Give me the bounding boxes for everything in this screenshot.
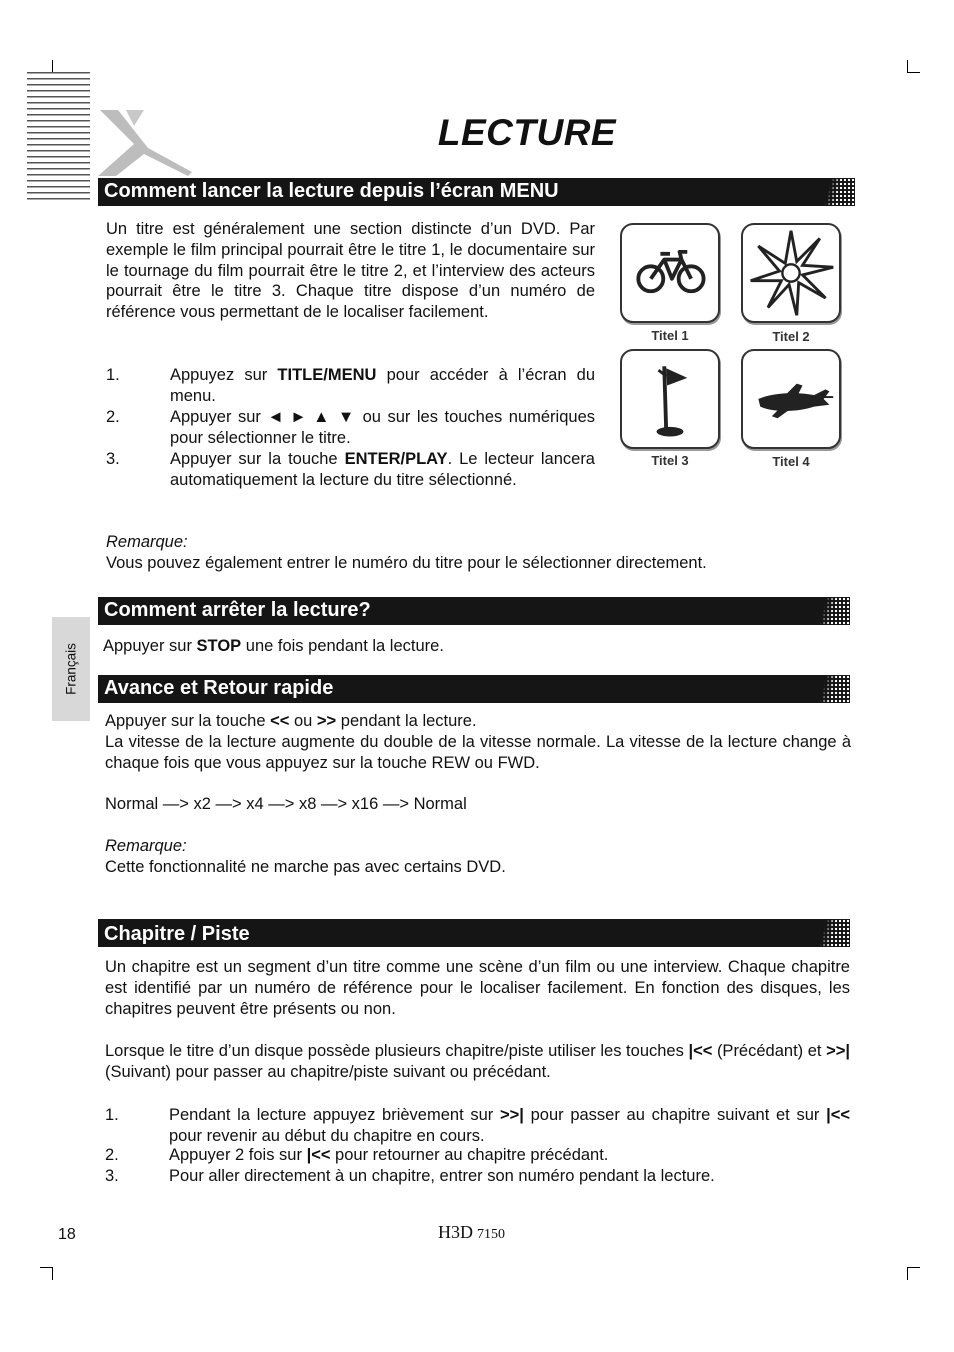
thumbnail-caption: Titel 1 bbox=[651, 328, 689, 343]
section-heading-ffrew-label: Avance et Retour rapide bbox=[104, 677, 334, 699]
thumbnail-caption: Titel 3 bbox=[651, 453, 689, 468]
stop-instruction: Appuyer sur STOP une fois pendant la lecture. bbox=[103, 637, 444, 655]
golf-flag-icon bbox=[622, 351, 718, 447]
thumbnail-caption: Titel 4 bbox=[772, 454, 810, 469]
menu-intro-paragraph: Un titre est généralement une section distincte d’un DVD. Par exemple le film principal pourrait être le titre 1, le documentaire sur le tournage du film pourrait être le titre 2, et l’interview des acteurs pourrait être le titre 3. Chaque titre dispose d’un numéro de référence vous permettant de le localiser facilement. bbox=[106, 220, 595, 322]
ffrew-speed-sequence: Normal —> x2 —> x4 —> x8 —> x16 —> Normal bbox=[105, 795, 467, 813]
crop-mark-bottom-right bbox=[907, 1267, 920, 1280]
section-heading-menu-label: Comment lancer la lecture depuis l’écran MENU bbox=[104, 180, 559, 202]
starburst-icon bbox=[743, 225, 839, 321]
crop-mark-top-right bbox=[907, 60, 920, 73]
step-text: Appuyer sur la touche ENTER/PLAY. Le lecteur lancera automatiquement la lecture du titre sélectionné. bbox=[170, 450, 595, 489]
title-thumbnail-4 bbox=[741, 349, 841, 449]
title-thumbnail-2 bbox=[741, 223, 841, 323]
language-side-tab bbox=[52, 617, 90, 721]
step-number: 1. bbox=[105, 1106, 119, 1124]
step-text: Pendant la lecture appuyez brièvement sur >>| pour passer au chapitre suivant et sur |<< pour revenir au début du chapitre en cours. bbox=[169, 1106, 850, 1145]
menu-note-label: Remarque: bbox=[106, 533, 188, 551]
section-heading-ffrew bbox=[98, 675, 850, 703]
step-number: 3. bbox=[105, 1167, 119, 1185]
thumbnail-caption: Titel 2 bbox=[772, 329, 810, 344]
page-number: 18 bbox=[58, 1226, 76, 1243]
section-heading-chapter-label: Chapitre / Piste bbox=[104, 923, 250, 945]
step-number: 1. bbox=[106, 366, 120, 384]
ffrew-instruction: Appuyer sur la touche << ou >> pendant la lecture. bbox=[105, 712, 477, 730]
ffrew-paragraph: La vitesse de la lecture augmente du double de la vitesse normale. La vitesse de la lecture change à chaque fois que vous appuyez sur la touche REW ou FWD. bbox=[105, 733, 851, 772]
step-text: Appuyer sur ◄ ► ▲ ▼ ou sur les touches numériques pour sélectionner le titre. bbox=[170, 408, 595, 447]
section-heading-stop bbox=[98, 597, 850, 625]
airplane-icon bbox=[743, 351, 839, 447]
step-text: Pour aller directement à un chapitre, entrer son numéro pendant la lecture. bbox=[169, 1167, 715, 1185]
step-number: 2. bbox=[106, 408, 120, 426]
menu-note-text: Vous pouvez également entrer le numéro du titre pour le sélectionner directement. bbox=[106, 554, 707, 572]
step-text: Appuyez sur TITLE/MENU pour accéder à l’écran du menu. bbox=[170, 366, 595, 405]
chapter-paragraph-1: Un chapitre est un segment d’un titre comme une scène d’un film ou une interview. Chaque chapitre est identifié par un numéro de référence pour le localiser facilement. En fonction des disques, les chapitres peuvent être présents ou non. bbox=[105, 958, 850, 1018]
section-heading-stop-label: Comment arrêter la lecture? bbox=[104, 599, 371, 621]
ffrew-note-text: Cette fonctionnalité ne marche pas avec certains DVD. bbox=[105, 858, 506, 876]
page-title: LECTURE bbox=[437, 112, 617, 153]
model-brand: H3D bbox=[438, 1222, 473, 1242]
language-side-tab-label: Français bbox=[63, 643, 79, 695]
model-number: 7150 bbox=[477, 1227, 505, 1242]
model-logo bbox=[438, 1222, 505, 1243]
step-text: Appuyer 2 fois sur |<< pour retourner au chapitre précédant. bbox=[169, 1146, 609, 1164]
section-heading-menu bbox=[98, 178, 855, 206]
bicycle-icon bbox=[622, 225, 718, 321]
title-thumbnail-1 bbox=[620, 223, 720, 323]
step-number: 2. bbox=[105, 1146, 119, 1164]
title-thumbnail-3 bbox=[620, 349, 720, 449]
section-heading-chapter bbox=[98, 919, 850, 947]
chapter-paragraph-2: Lorsque le titre d’un disque possède plusieurs chapitre/piste utiliser les touches |<< (Précédant) et >>| (Suivant) pour passer au chapitre/piste suivant ou précédant. bbox=[105, 1042, 850, 1081]
ffrew-note-label: Remarque: bbox=[105, 837, 187, 855]
crop-mark-bottom-left bbox=[40, 1267, 53, 1280]
step-number: 3. bbox=[106, 450, 120, 468]
